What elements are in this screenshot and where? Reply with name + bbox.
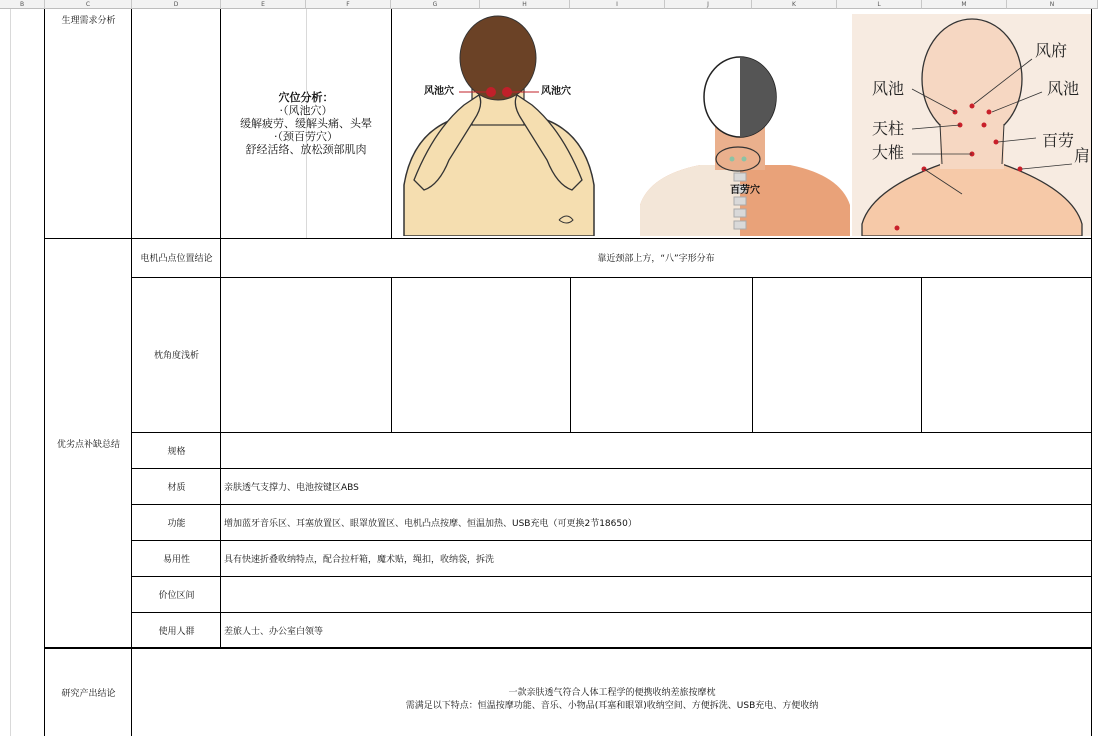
spec-label: 规格 <box>167 446 186 457</box>
conclusion-text[interactable] <box>132 678 1092 718</box>
row-label-advantages: 优劣点补缺总结 <box>56 439 120 450</box>
col-header-d[interactable]: D <box>132 0 221 9</box>
fengchi-label-right: 风池穴 <box>541 86 571 97</box>
acupoint-bailao-name: ·（颈百劳穴） <box>274 130 338 143</box>
function-value[interactable]: 增加蓝牙音乐区、耳塞放置区、眼罩放置区、电机凸点按摩、恒温加热、USB充电（可更换2节18650） <box>224 518 637 529</box>
col-header-c[interactable]: C <box>45 0 132 9</box>
chart-tianzhu-label: 天柱 <box>872 119 905 138</box>
conclusion-line-1: 一款亲肤透气符合人体工程学的便携收纳差旅按摩枕 <box>508 688 716 698</box>
col-header-b[interactable]: B <box>0 0 45 9</box>
pillow-angle-cell-2[interactable] <box>391 277 570 432</box>
spec-value[interactable] <box>221 432 1091 468</box>
col-header-i[interactable]: I <box>570 0 665 9</box>
price-value[interactable] <box>221 576 1091 612</box>
col-header-m[interactable]: M <box>922 0 1007 9</box>
chart-dazhui-label: 大椎 <box>872 143 905 162</box>
usability-value[interactable]: 具有快速折叠收纳特点，配合拉杆箱，魔术贴，绳扣，收纳袋，拆洗 <box>224 554 495 565</box>
pillow-angle-cell-4[interactable] <box>752 277 922 432</box>
acupoint-title: 穴位分析： <box>278 91 334 104</box>
material-label: 材质 <box>167 482 186 493</box>
price-label: 价位区间 <box>158 590 195 601</box>
fengchi-label-left: 风池穴 <box>424 86 454 97</box>
chart-fengfu-label: 风府 <box>1035 41 1068 60</box>
acupoint-analysis <box>221 9 391 238</box>
col-header-k[interactable]: K <box>752 0 837 9</box>
acupoint-chart-illustration <box>852 14 1092 236</box>
row-label-physio: 生理需求分析 <box>61 15 116 26</box>
pillow-angle-cell-3[interactable] <box>570 277 752 432</box>
acupoint-bailao-desc: 舒经活络、放松颈部肌肉 <box>245 143 367 156</box>
bailao-label: 百劳穴 <box>730 185 760 196</box>
material-value[interactable]: 亲肤透气支撑力、电池按键区ABS <box>224 482 359 493</box>
col-header-e[interactable]: E <box>221 0 306 9</box>
usability-label: 易用性 <box>162 554 190 565</box>
col-header-n[interactable]: N <box>1007 0 1098 9</box>
pillow-angle-cell-1[interactable] <box>221 277 391 432</box>
back-anatomy-illustration <box>640 55 850 236</box>
motor-position-label: 电机凸点位置结论 <box>140 254 213 264</box>
users-label: 使用人群 <box>158 626 195 637</box>
col-header-f[interactable]: F <box>306 0 391 9</box>
acupoint-fengchi-desc: 缓解疲劳、缓解头痛、头晕 <box>240 117 372 130</box>
acupoint-fengchi-name: ·（风池穴） <box>279 104 333 117</box>
function-label: 功能 <box>167 518 186 529</box>
col-header-l[interactable]: L <box>837 0 922 9</box>
motor-position-value[interactable]: 靠近颈部上方，“八”字形分布 <box>597 254 715 264</box>
chart-bailao-label: 百劳 <box>1042 131 1075 150</box>
row-label-conclusion: 研究产出结论 <box>61 688 116 699</box>
users-value[interactable]: 差旅人士、办公室白领等 <box>224 626 324 637</box>
pillow-angle-label: 枕角度浅析 <box>153 351 199 361</box>
col-header-j[interactable]: J <box>665 0 752 9</box>
chart-fengchi-left-label: 风池 <box>872 79 905 98</box>
neck-massage-illustration <box>394 10 602 236</box>
col-header-g[interactable]: G <box>391 0 480 9</box>
chart-jian-label: 肩 <box>1074 146 1091 165</box>
pillow-angle-cell-5[interactable] <box>922 277 1091 432</box>
chart-fengchi-right-label: 风池 <box>1047 79 1080 98</box>
conclusion-line-2: 需满足以下特点：恒温按摩功能、音乐、小物品(耳塞和眼罩)收纳空间、方便拆洗、USB充电、方便收纳 <box>405 701 819 711</box>
col-header-h[interactable]: H <box>480 0 570 9</box>
